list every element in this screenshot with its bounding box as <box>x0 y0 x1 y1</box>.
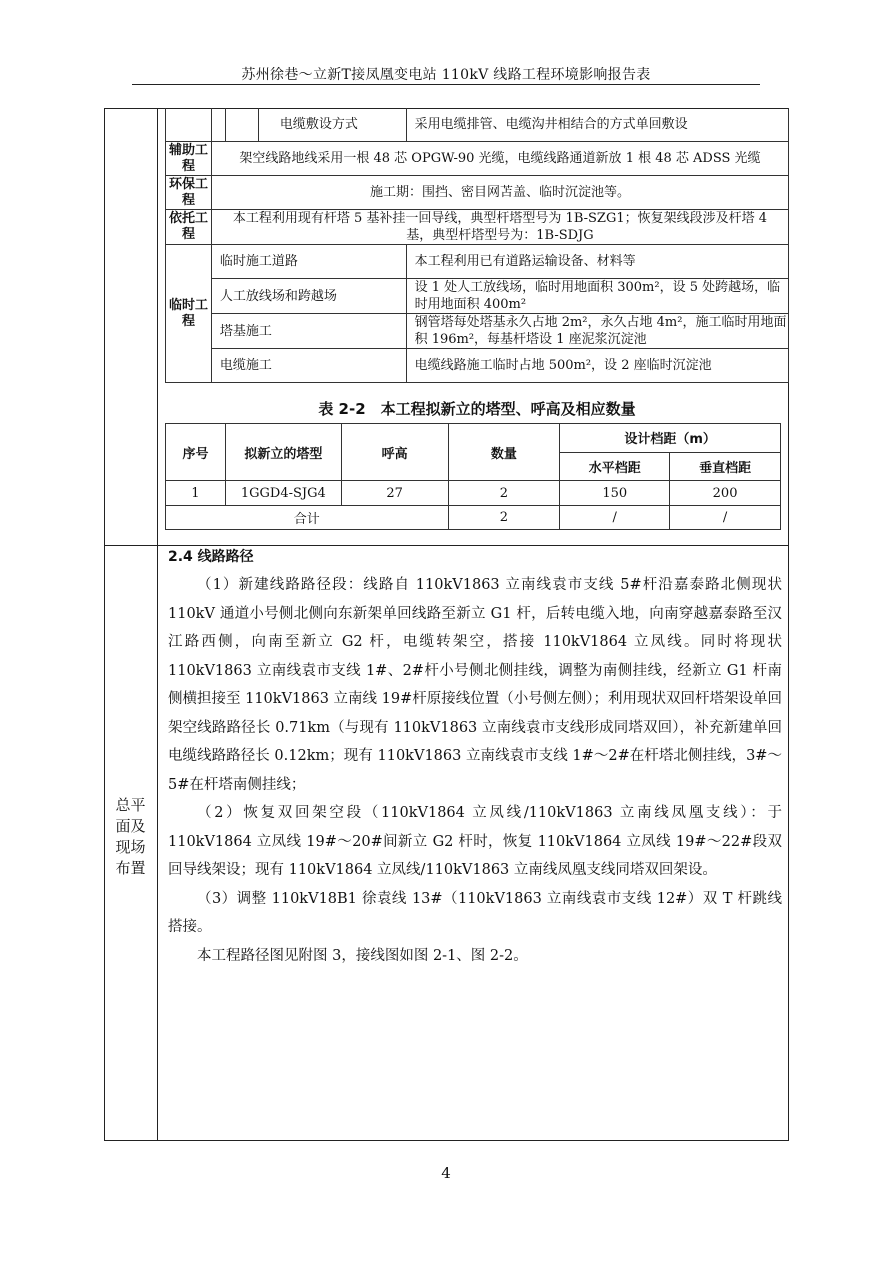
row-item: 电缆敷设方式 <box>258 108 406 142</box>
blank-cell <box>225 108 258 142</box>
table-row <box>166 176 789 210</box>
row-item: 塔基施工 <box>211 314 406 349</box>
row-item: 人工放线场和跨越场 <box>211 279 406 314</box>
row-content: 电缆线路施工临时占地 500m²，设 2 座临时沉淀池 <box>406 349 788 383</box>
row-label <box>166 108 212 142</box>
row-content: 本工程利用现有杆塔 5 基补挂一回导线，典型杆塔型号为 1B-SZG1；恢复架线段涉及杆塔 4 基，典型杆塔型号为：1B-SDJG <box>211 210 788 245</box>
cell-height: 27 <box>341 481 448 506</box>
table-row <box>166 349 789 383</box>
table2-title: 表 2-2 本工程拟新立的塔型、呼高及相应数量 <box>318 400 636 418</box>
column-header-vertical-span: 垂直档距 <box>670 452 781 481</box>
table-row <box>166 481 781 506</box>
table-row <box>166 108 789 142</box>
row-content: 本工程利用已有道路运输设备、材料等 <box>406 245 788 279</box>
cell-total-vertical-span: / <box>670 506 781 530</box>
table-row <box>166 210 789 245</box>
document-header-title: 苏州徐巷～立新T接凤凰变电站 110kV 线路工程环境影响报告表 <box>241 67 651 83</box>
header-rule <box>132 84 760 85</box>
table-row <box>166 314 789 349</box>
column-header-height: 呼高 <box>341 424 448 481</box>
side-label-line: 现场 <box>115 838 146 856</box>
row-content: 设 1 处人工放线场，临时用地面积 300m²，设 5 处跨越场，临时用地面积 400m² <box>406 279 788 314</box>
side-label-line: 面及 <box>115 817 146 835</box>
project-composition-table <box>165 108 789 383</box>
row-content: 架空线路地线采用一根 48 芯 OPGW-90 光缆，电缆线路通道新放 1 根 48 芯 ADSS 光缆 <box>211 142 788 176</box>
column-header-type: 拟新立的塔型 <box>225 424 341 481</box>
paragraph: （3）调整 110kV18B1 徐袁线 13#（110kV1863 立南线袁市支线 12#）双 T 杆跳线搭接。 <box>168 890 782 935</box>
cell-no: 1 <box>166 481 226 506</box>
row-label-auxiliary: 辅助工程 <box>166 142 212 176</box>
outer-table-row-divider <box>104 545 789 546</box>
column-header-count: 数量 <box>448 424 560 481</box>
table-total-row <box>166 506 781 530</box>
section-content <box>168 548 782 970</box>
row-content: 施工期：围挡、密目网苫盖、临时沉淀池等。 <box>211 176 788 210</box>
column-header-horizontal-span: 水平档距 <box>560 452 670 481</box>
section-title: 2.4 线路路径 <box>168 549 254 565</box>
tower-type-table <box>165 423 781 530</box>
cell-horizontal-span: 150 <box>560 481 670 506</box>
row-content: 钢管塔每处塔基永久占地 2m²，永久占地 4m²，施工临时用地面积 196m²，每基杆塔设 1 座泥浆沉淀池 <box>406 314 788 349</box>
table-row <box>166 142 789 176</box>
cell-total-label: 合计 <box>166 506 449 530</box>
table-row <box>166 279 789 314</box>
paragraph: （2）恢复双回架空段（110kV1864 立凤线/110kV1863 立南线凤凰支线）：于 110kV1864 立凤线 19#～20#间新立 G2 杆时，恢复 110kV1864 立凤线 19#～22#段双回导线架设；现有 110kV1864 立凤线/110kV1863 立南线凤凰支线同塔双回架设。 <box>168 805 782 878</box>
row-content: 采用电缆排管、电缆沟井相结合的方式单回敷设 <box>406 108 788 142</box>
blank-cell <box>211 108 225 142</box>
paragraph: （1）新建线路路径段：线路自 110kV1863 立南线袁市支线 5#杆沿嘉泰路北侧现状 110kV 通道小号侧北侧向东新架单回线路至新立 G1 杆，后转电缆入地，向南穿越嘉泰路至汉江路西侧，向南至新立 G2 杆，电缆转架空，搭接 110kV1864 立凤线。同时将现状 110kV1863 立南线袁市支线 1#、2#杆小号侧北侧挂线，调整为南侧挂线，经新立 G1 杆南侧横担接至 110kV1863 立南线 19#杆原接线位置（小号侧左侧）；利用现状双回杆塔架设单回架空线路路径长 0.71km（与现有 110kV1863 立南线袁市支线形成同塔双回），补充新建单回电缆线路路径长 0.12km；现有 110kV1863 立南线袁市支线 1#～2#在杆塔北侧挂线，3#～5#在杆塔南侧挂线； <box>168 577 783 793</box>
cell-total-count: 2 <box>448 506 560 530</box>
table-row <box>166 245 789 279</box>
cell-type: 1GGD4-SJG4 <box>225 481 341 506</box>
side-label-line: 布置 <box>115 859 146 877</box>
row-label-environmental: 环保工程 <box>166 176 212 210</box>
page-number: 4 <box>441 1164 451 1182</box>
row-label-temporary: 临时工程 <box>166 245 212 383</box>
row-item: 临时施工道路 <box>211 245 406 279</box>
cell-vertical-span: 200 <box>670 481 781 506</box>
paragraph: 本工程路径图见附图 3，接线图如图 2-1、图 2-2。 <box>197 947 528 964</box>
outer-table-column-divider <box>157 108 158 1141</box>
column-header-design-span: 设计档距（m） <box>560 424 781 453</box>
row-label-supporting: 依托工程 <box>166 210 212 245</box>
cell-count: 2 <box>448 481 560 506</box>
row-item: 电缆施工 <box>211 349 406 383</box>
section-side-label <box>104 795 157 879</box>
side-label-line: 总平 <box>115 796 146 814</box>
cell-total-horizontal-span: / <box>560 506 670 530</box>
table-header-row <box>166 424 781 453</box>
column-header-no: 序号 <box>166 424 226 481</box>
